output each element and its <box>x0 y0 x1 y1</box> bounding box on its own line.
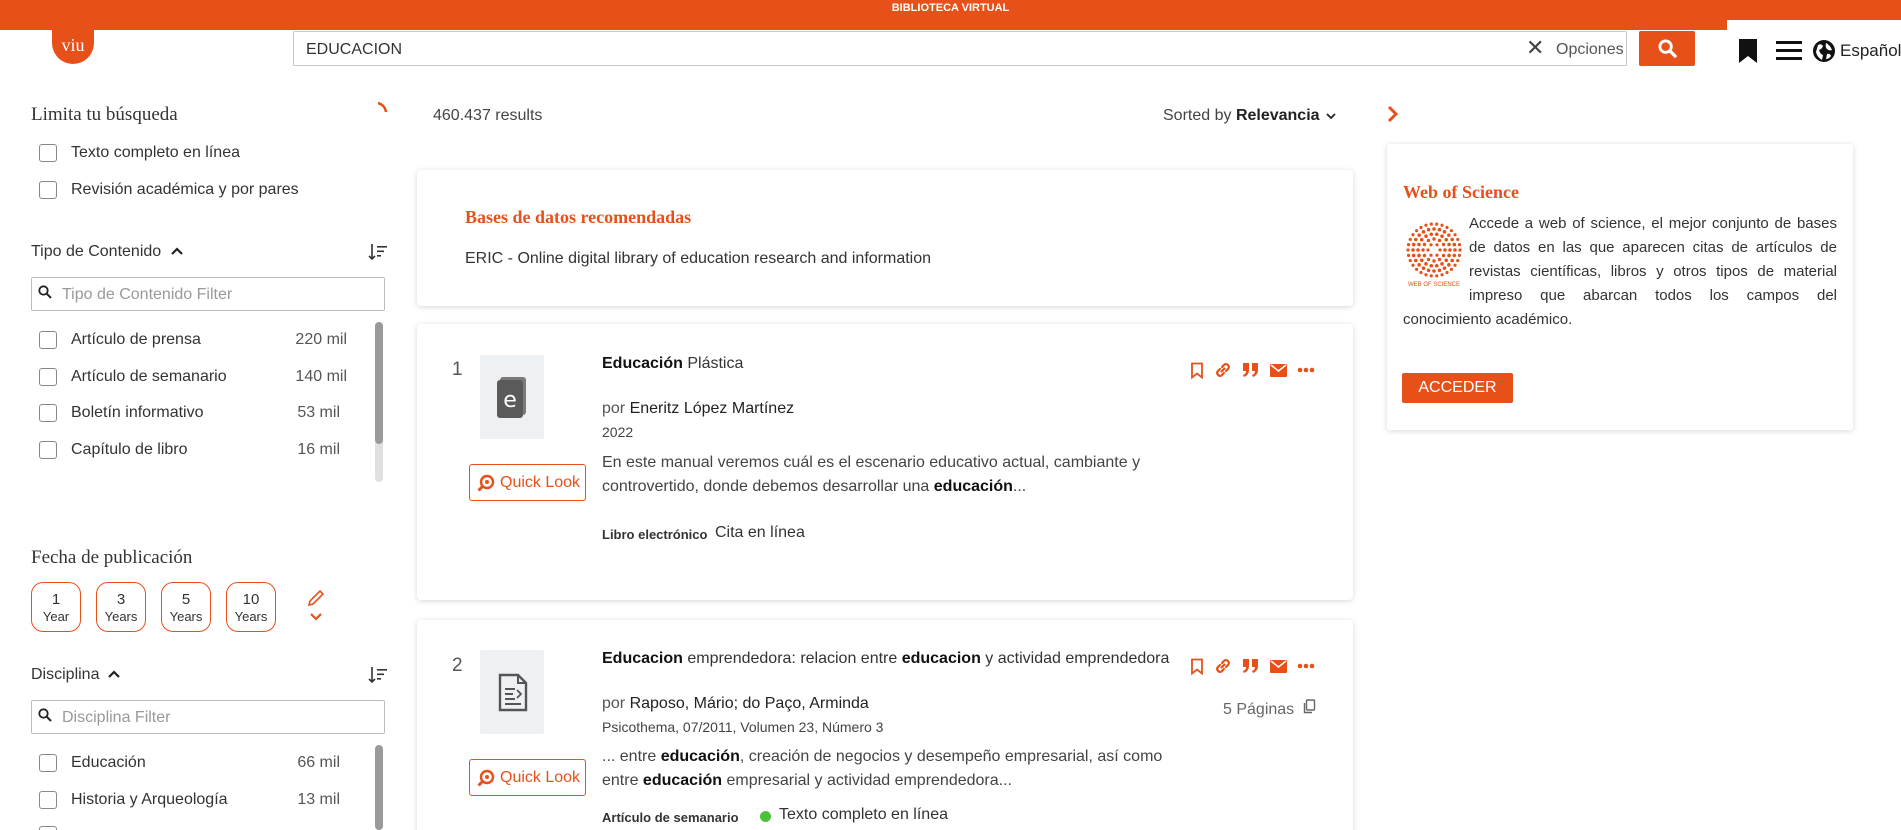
search-icon <box>38 708 52 722</box>
date-1-year-button[interactable] <box>31 582 81 632</box>
discipline-checkbox[interactable] <box>39 754 57 772</box>
discipline-item-count: 13 mil <box>297 791 340 808</box>
content-type-filter[interactable] <box>31 277 385 311</box>
result-meta: Psicothema, 07/2011, Volumen 23, Número 3 <box>602 719 884 735</box>
menu-icon[interactable] <box>1776 40 1802 60</box>
date-10-years-button[interactable] <box>226 582 276 632</box>
wos-description <box>1403 212 1837 332</box>
email-icon[interactable] <box>1270 364 1287 377</box>
snippet-highlight: educación <box>642 772 723 789</box>
sort-filter-icon[interactable] <box>368 243 388 261</box>
acceder-button[interactable]: ACCEDER <box>1402 373 1513 403</box>
chevron-up-icon[interactable] <box>170 246 184 256</box>
logo-text: viu <box>61 35 85 55</box>
search-input[interactable] <box>293 31 1627 66</box>
content-type-item-count: 220 mil <box>295 331 347 348</box>
wos-title: Web of Science <box>1403 182 1519 202</box>
available-dot <box>760 811 771 822</box>
discipline-item-count: 66 mil <box>297 754 340 771</box>
date-3-years-button[interactable] <box>96 582 146 632</box>
document-icon <box>480 650 544 734</box>
limit-heading: Limita tu búsqueda <box>31 104 178 125</box>
result-availability[interactable]: Texto completo en línea <box>779 806 948 823</box>
copy-icon <box>1303 699 1316 714</box>
bookmark-icon[interactable] <box>1190 362 1204 379</box>
quick-look-label: Quick Look <box>500 769 581 786</box>
content-type-checkbox[interactable] <box>39 331 57 349</box>
quick-look-label: Quick Look <box>500 474 581 491</box>
content-type-item-count: 16 mil <box>297 441 340 458</box>
content-type-checkbox[interactable] <box>39 368 57 386</box>
result-availability[interactable]: Cita en línea <box>715 524 805 541</box>
recommended-db-link[interactable]: ERIC - Online digital library of education research and information <box>465 250 932 267</box>
pages-text: 5 Páginas <box>1223 701 1295 718</box>
sort-value: Relevancia <box>1235 107 1320 124</box>
sort-label: Sorted by <box>1163 107 1232 124</box>
discipline-item-label: Historia y Arqueología <box>71 791 228 808</box>
content-type-scroll-thumb[interactable] <box>375 322 383 444</box>
result-title[interactable] <box>602 355 743 373</box>
globe-icon[interactable] <box>1812 39 1836 63</box>
chevron-down-icon <box>1326 112 1336 120</box>
content-type-checkbox[interactable] <box>39 441 57 459</box>
peer-review-label: Revisión académica y por pares <box>71 181 299 198</box>
result-actions <box>1190 361 1315 379</box>
date-5-years-button[interactable] <box>161 582 211 632</box>
snippet-highlight: educación <box>660 748 740 765</box>
more-icon[interactable] <box>1297 663 1315 669</box>
result-actions <box>1190 657 1315 675</box>
discipline-item-label: Educación <box>71 754 146 771</box>
fulltext-checkbox[interactable] <box>39 144 57 162</box>
date-unit: Years <box>169 609 203 624</box>
snippet-text: ... entre <box>602 748 661 765</box>
wos-logo-text: WEB OF SCIENCE <box>1407 282 1460 288</box>
zoom-icon <box>477 769 495 787</box>
link-icon[interactable] <box>1214 657 1232 675</box>
result-title[interactable] <box>602 650 1169 668</box>
snippet-text: ... <box>1012 478 1027 495</box>
quick-look-button[interactable] <box>469 759 586 796</box>
content-type-item-count: 53 mil <box>297 404 340 421</box>
title-bold: educacion <box>901 650 981 667</box>
title-bold: Educación <box>602 355 683 372</box>
discipline-scroll-thumb[interactable] <box>375 745 383 830</box>
title-bold: Educacion <box>602 650 683 667</box>
result-number: 1 <box>452 359 463 380</box>
date-number: 5 <box>181 591 191 608</box>
snippet-text: entre <box>602 772 643 789</box>
content-type-item-label: Artículo de semanario <box>71 368 227 385</box>
date-unit: Years <box>104 609 138 624</box>
result-number: 2 <box>452 655 463 676</box>
by-label: por <box>602 695 626 712</box>
viu-logo[interactable] <box>52 20 94 64</box>
pencil-icon[interactable] <box>307 589 325 607</box>
snippet-text: En este manual veremos cuál es el escenario educativo actual, cambiante y controvertido, donde debemos desarrollar una <box>602 454 1141 495</box>
logo-subtext: Universidad <box>97 33 129 39</box>
search-icon <box>1658 39 1677 58</box>
top-banner <box>0 0 1901 20</box>
result-authors <box>602 400 794 418</box>
date-number: 3 <box>116 591 126 608</box>
banner-title: BIBLIOTECA VIRTUAL <box>891 2 1010 14</box>
discipline-checkbox[interactable] <box>39 826 57 830</box>
result-format: Artículo de semanario <box>602 810 739 825</box>
content-type-checkbox[interactable] <box>39 404 57 422</box>
sort-filter-icon[interactable] <box>368 666 388 684</box>
search-value: EDUCACION <box>306 41 403 58</box>
language-selector[interactable]: Español <box>1840 41 1901 60</box>
title-rest: Plástica <box>682 355 744 372</box>
content-type-heading[interactable]: Tipo de Contenido <box>31 243 162 260</box>
date-unit: Years <box>234 609 268 624</box>
fulltext-label: Texto completo en línea <box>71 144 240 161</box>
content-type-item-label: Boletín informativo <box>71 404 204 421</box>
search-button[interactable] <box>1639 31 1695 66</box>
authors-link[interactable]: Eneritz López Martínez <box>629 400 795 417</box>
result-count: 460.437 results <box>433 107 543 124</box>
content-type-item-label: Artículo de prensa <box>71 331 201 348</box>
result-thumbnail[interactable] <box>480 355 544 439</box>
discipline-filter[interactable] <box>31 700 385 734</box>
snippet-highlight: educación <box>933 478 1013 495</box>
email-icon[interactable] <box>1270 660 1287 673</box>
clear-icon[interactable]: ✕ <box>1526 35 1545 60</box>
result-meta: 2022 <box>602 424 634 440</box>
date-number: 10 <box>242 591 260 608</box>
wos-description-text: Accede a web of science, el mejor conjunto de bases de datos en las que aparecen citas de artículos de revistas científicas, libros y otros tipos de material impreso que abarcan todos los campos del conocimiento académico. <box>1403 215 1837 328</box>
svg-text:e: e <box>503 388 517 413</box>
zoom-icon <box>477 474 495 492</box>
more-icon[interactable] <box>1297 367 1315 373</box>
content-type-item-count: 140 mil <box>295 368 347 385</box>
cite-icon[interactable] <box>1242 658 1260 674</box>
content-type-item-label: Capítulo de libro <box>71 441 188 458</box>
web-of-science-card <box>1387 144 1853 430</box>
date-unit: Year <box>42 609 70 624</box>
options-button[interactable]: Opciones <box>1556 41 1624 58</box>
peer-review-checkbox[interactable] <box>39 181 57 199</box>
snippet-text: empresarial y actividad emprendedora... <box>722 772 1012 789</box>
snippet-text: , creación de negocios y desempeño empresarial, así como <box>739 748 1163 765</box>
recommended-db-card <box>417 170 1353 306</box>
content-type-filter-placeholder: Tipo de Contenido Filter <box>62 286 233 303</box>
result-thumbnail[interactable] <box>480 650 544 734</box>
chevron-up-icon[interactable] <box>107 669 121 679</box>
discipline-checkbox[interactable] <box>39 791 57 809</box>
link-icon[interactable] <box>1214 361 1232 379</box>
by-label: por <box>602 400 626 417</box>
collapse-arc-icon[interactable] <box>375 101 389 115</box>
banner-extension <box>0 20 1727 30</box>
chevron-down-icon[interactable] <box>309 612 323 622</box>
title-rest: y actividad emprendedora <box>980 650 1170 667</box>
recommended-db-title: Bases de datos recomendadas <box>465 207 692 227</box>
pub-date-heading: Fecha de publicación <box>31 547 193 568</box>
cite-icon[interactable] <box>1242 362 1260 378</box>
search-icon <box>38 285 52 299</box>
chevron-right-icon[interactable] <box>1386 104 1400 124</box>
result-authors <box>602 695 869 713</box>
result-snippet <box>602 451 1172 499</box>
authors-link[interactable]: Raposo, Mário; do Paço, Arminda <box>629 695 869 712</box>
discipline-heading[interactable]: Disciplina <box>31 666 100 683</box>
title-rest: emprendedora: relacion entre <box>682 650 902 667</box>
quick-look-button[interactable] <box>469 464 586 501</box>
result-snippet <box>602 745 1172 793</box>
ebook-icon <box>480 355 544 439</box>
result-format: Libro electrónico <box>602 527 708 542</box>
bookmark-icon[interactable] <box>1738 38 1758 64</box>
date-number: 1 <box>51 591 61 608</box>
bookmark-icon[interactable] <box>1190 658 1204 675</box>
sort-dropdown[interactable] <box>1163 107 1336 125</box>
result-pages <box>1223 699 1316 719</box>
discipline-filter-placeholder: Disciplina Filter <box>62 709 171 726</box>
